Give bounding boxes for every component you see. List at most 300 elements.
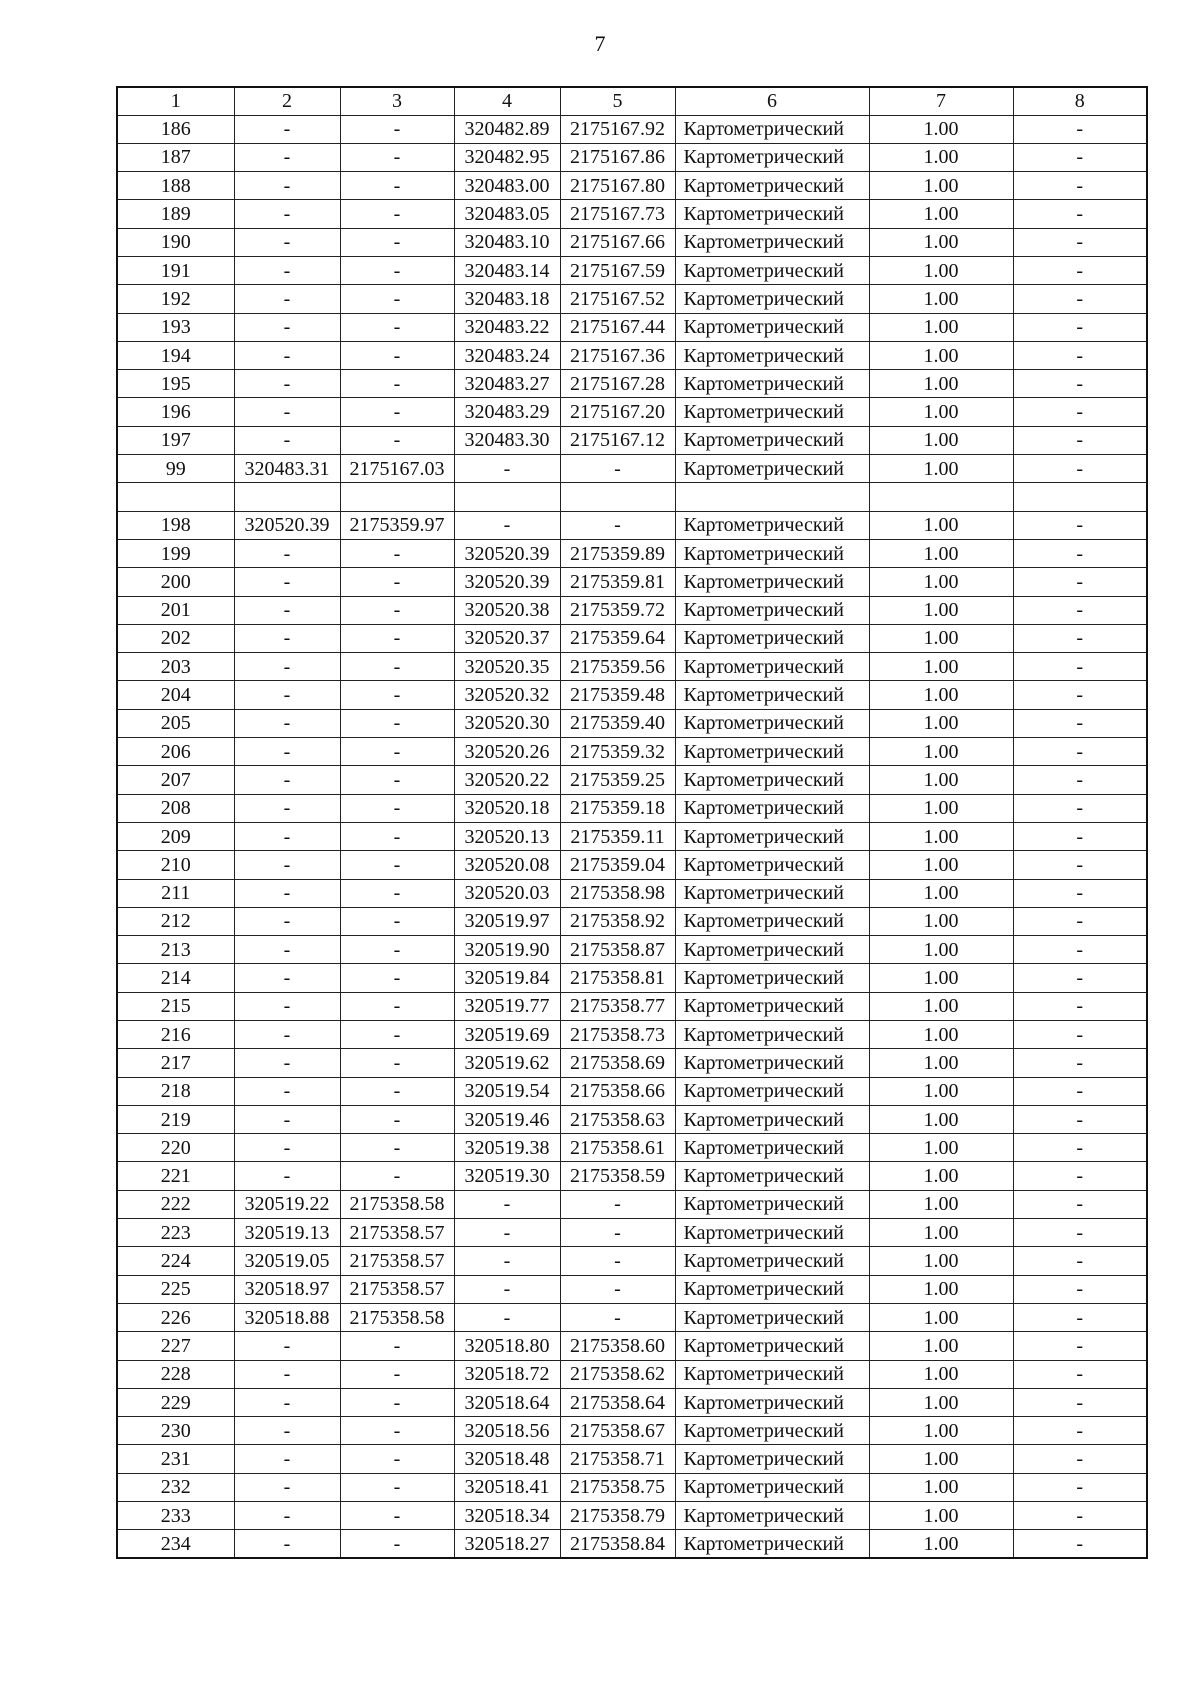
cell-new-y: 2175358.61	[560, 1134, 675, 1162]
cell-old-x	[234, 483, 340, 511]
cell-point-number: 206	[117, 738, 234, 766]
table-row	[117, 624, 1147, 652]
cell-new-x: 320519.30	[454, 1162, 560, 1190]
cell-new-y: -	[560, 1275, 675, 1303]
cell-old-x: -	[234, 200, 340, 228]
cell-point-number: 223	[117, 1219, 234, 1247]
cell-point-number: 218	[117, 1077, 234, 1105]
cell-old-x: -	[234, 653, 340, 681]
cell-point-number: 197	[117, 426, 234, 454]
cell-precision: 1.00	[869, 738, 1013, 766]
table-row	[117, 228, 1147, 256]
cell-precision: 1.00	[869, 285, 1013, 313]
cell-point-number: 211	[117, 879, 234, 907]
cell-new-x: 320519.54	[454, 1077, 560, 1105]
cell-point-number: 230	[117, 1417, 234, 1445]
cell-method: Картометрический	[675, 1502, 869, 1530]
cell-new-x: 320483.05	[454, 200, 560, 228]
cell-old-x: -	[234, 1502, 340, 1530]
cell-old-x: -	[234, 681, 340, 709]
cell-old-y: -	[340, 822, 454, 850]
cell-point-number: 204	[117, 681, 234, 709]
cell-method: Картометрический	[675, 1332, 869, 1360]
cell-new-x: 320518.56	[454, 1417, 560, 1445]
cell-old-y: 2175359.97	[340, 511, 454, 539]
cell-description: -	[1013, 285, 1147, 313]
cell-new-y: 2175358.71	[560, 1445, 675, 1473]
cell-method: Картометрический	[675, 341, 869, 369]
coordinates-table-container	[116, 86, 1146, 1559]
cell-method: Картометрический	[675, 200, 869, 228]
cell-precision: 1.00	[869, 228, 1013, 256]
cell-new-x: 320518.34	[454, 1502, 560, 1530]
cell-precision: 1.00	[869, 709, 1013, 737]
cell-old-x: -	[234, 1530, 340, 1558]
table-row	[117, 851, 1147, 879]
cell-old-y: -	[340, 568, 454, 596]
cell-new-y: 2175359.11	[560, 822, 675, 850]
cell-old-y: -	[340, 1388, 454, 1416]
cell-precision: 1.00	[869, 200, 1013, 228]
table-row	[117, 681, 1147, 709]
cell-old-x: -	[234, 624, 340, 652]
cell-method: Картометрический	[675, 596, 869, 624]
cell-description: -	[1013, 1417, 1147, 1445]
cell-precision: 1.00	[869, 1417, 1013, 1445]
cell-point-number: 224	[117, 1247, 234, 1275]
cell-old-x: -	[234, 115, 340, 143]
cell-description: -	[1013, 596, 1147, 624]
cell-new-x: 320519.90	[454, 936, 560, 964]
table-row	[117, 539, 1147, 567]
cell-new-y: 2175359.25	[560, 766, 675, 794]
table-row	[117, 1530, 1147, 1558]
cell-old-x: -	[234, 907, 340, 935]
cell-old-y: -	[340, 256, 454, 284]
cell-old-y: -	[340, 1162, 454, 1190]
column-header-8: 8	[1013, 87, 1147, 115]
cell-description: -	[1013, 822, 1147, 850]
cell-precision: 1.00	[869, 1275, 1013, 1303]
cell-method: Картометрический	[675, 964, 869, 992]
table-row	[117, 1417, 1147, 1445]
cell-point-number: 226	[117, 1303, 234, 1331]
cell-description: -	[1013, 455, 1147, 483]
cell-method: Картометрический	[675, 879, 869, 907]
cell-new-x: 320520.37	[454, 624, 560, 652]
table-row	[117, 511, 1147, 539]
cell-old-y: -	[340, 1332, 454, 1360]
table-row	[117, 1162, 1147, 1190]
cell-point-number: 210	[117, 851, 234, 879]
table-row	[117, 455, 1147, 483]
cell-point-number: 187	[117, 143, 234, 171]
cell-old-y: -	[340, 285, 454, 313]
cell-old-x: -	[234, 879, 340, 907]
table-row	[117, 313, 1147, 341]
cell-method: Картометрический	[675, 992, 869, 1020]
cell-method: Картометрический	[675, 370, 869, 398]
cell-description: -	[1013, 1105, 1147, 1133]
cell-point-number: 220	[117, 1134, 234, 1162]
cell-description: -	[1013, 794, 1147, 822]
cell-point-number: 99	[117, 455, 234, 483]
cell-old-x: 320483.31	[234, 455, 340, 483]
cell-old-y: -	[340, 370, 454, 398]
cell-point-number: 222	[117, 1190, 234, 1218]
cell-new-x: 320518.72	[454, 1360, 560, 1388]
cell-method: Картометрический	[675, 851, 869, 879]
table-row	[117, 1134, 1147, 1162]
cell-old-y: -	[340, 653, 454, 681]
cell-new-x: 320518.80	[454, 1332, 560, 1360]
table-row	[117, 1247, 1147, 1275]
cell-new-x: 320518.27	[454, 1530, 560, 1558]
cell-old-x: -	[234, 794, 340, 822]
cell-method: Картометрический	[675, 1219, 869, 1247]
cell-precision: 1.00	[869, 1332, 1013, 1360]
cell-point-number: 225	[117, 1275, 234, 1303]
cell-old-y: -	[340, 964, 454, 992]
cell-old-x: -	[234, 766, 340, 794]
cell-point-number: 227	[117, 1332, 234, 1360]
cell-old-x: -	[234, 1473, 340, 1501]
cell-old-x: -	[234, 964, 340, 992]
cell-new-y: 2175167.52	[560, 285, 675, 313]
cell-precision: 1.00	[869, 1445, 1013, 1473]
table-row	[117, 1049, 1147, 1077]
cell-method: Картометрический	[675, 624, 869, 652]
table-row	[117, 936, 1147, 964]
cell-method: Картометрический	[675, 511, 869, 539]
table-row	[117, 172, 1147, 200]
cell-new-y: -	[560, 511, 675, 539]
cell-method: Картометрический	[675, 1162, 869, 1190]
cell-method: Картометрический	[675, 1473, 869, 1501]
column-header-1: 1	[117, 87, 234, 115]
cell-method: Картометрический	[675, 766, 869, 794]
cell-precision: 1.00	[869, 1162, 1013, 1190]
cell-new-y: 2175358.87	[560, 936, 675, 964]
cell-point-number: 216	[117, 1021, 234, 1049]
cell-old-x: 320518.88	[234, 1303, 340, 1331]
cell-description: -	[1013, 1134, 1147, 1162]
cell-precision: 1.00	[869, 822, 1013, 850]
cell-old-x: -	[234, 228, 340, 256]
cell-old-x: -	[234, 285, 340, 313]
cell-new-y: 2175359.32	[560, 738, 675, 766]
cell-old-x: -	[234, 709, 340, 737]
cell-point-number: 196	[117, 398, 234, 426]
table-row	[117, 143, 1147, 171]
cell-method: Картометрический	[675, 1303, 869, 1331]
cell-new-y	[560, 483, 675, 511]
cell-old-y: -	[340, 341, 454, 369]
cell-new-y: 2175358.81	[560, 964, 675, 992]
cell-method: Картометрический	[675, 1247, 869, 1275]
cell-point-number: 213	[117, 936, 234, 964]
cell-method: Картометрический	[675, 1360, 869, 1388]
cell-new-x: 320519.84	[454, 964, 560, 992]
cell-description: -	[1013, 1049, 1147, 1077]
cell-old-y: -	[340, 766, 454, 794]
cell-old-x: 320519.22	[234, 1190, 340, 1218]
cell-old-y: -	[340, 1417, 454, 1445]
cell-new-x: 320482.95	[454, 143, 560, 171]
cell-precision: 1.00	[869, 851, 1013, 879]
cell-point-number: 199	[117, 539, 234, 567]
cell-method: Картометрический	[675, 1388, 869, 1416]
cell-old-y: -	[340, 794, 454, 822]
cell-method: Картометрический	[675, 709, 869, 737]
cell-new-x: -	[454, 1190, 560, 1218]
cell-description: -	[1013, 907, 1147, 935]
cell-point-number: 221	[117, 1162, 234, 1190]
cell-old-y: -	[340, 1473, 454, 1501]
cell-old-x: -	[234, 1021, 340, 1049]
table-row	[117, 341, 1147, 369]
cell-old-x: -	[234, 1049, 340, 1077]
cell-old-x: -	[234, 426, 340, 454]
cell-new-y: 2175359.64	[560, 624, 675, 652]
cell-new-x: -	[454, 1303, 560, 1331]
cell-old-x: -	[234, 256, 340, 284]
cell-new-x: 320520.26	[454, 738, 560, 766]
cell-old-x: 320519.13	[234, 1219, 340, 1247]
cell-description: -	[1013, 1219, 1147, 1247]
cell-point-number: 201	[117, 596, 234, 624]
table-row	[117, 1445, 1147, 1473]
table-row	[117, 1360, 1147, 1388]
cell-old-x: -	[234, 1077, 340, 1105]
cell-description: -	[1013, 653, 1147, 681]
cell-new-y: 2175358.63	[560, 1105, 675, 1133]
cell-precision	[869, 483, 1013, 511]
cell-new-y: -	[560, 1247, 675, 1275]
cell-description: -	[1013, 936, 1147, 964]
cell-description: -	[1013, 624, 1147, 652]
cell-point-number: 193	[117, 313, 234, 341]
cell-precision: 1.00	[869, 143, 1013, 171]
cell-method: Картометрический	[675, 681, 869, 709]
cell-description: -	[1013, 200, 1147, 228]
cell-point-number: 232	[117, 1473, 234, 1501]
cell-old-y: -	[340, 228, 454, 256]
cell-new-x: -	[454, 455, 560, 483]
cell-new-y: 2175167.59	[560, 256, 675, 284]
cell-old-y: -	[340, 172, 454, 200]
cell-description: -	[1013, 115, 1147, 143]
cell-new-x: -	[454, 511, 560, 539]
cell-new-x: 320520.38	[454, 596, 560, 624]
cell-point-number: 214	[117, 964, 234, 992]
cell-new-y: 2175359.81	[560, 568, 675, 596]
cell-new-x: 320483.29	[454, 398, 560, 426]
table-row	[117, 1303, 1147, 1331]
cell-old-x: -	[234, 398, 340, 426]
cell-method: Картометрический	[675, 1275, 869, 1303]
cell-point-number: 207	[117, 766, 234, 794]
cell-new-y: 2175167.66	[560, 228, 675, 256]
cell-old-x: -	[234, 172, 340, 200]
cell-description: -	[1013, 709, 1147, 737]
cell-point-number: 208	[117, 794, 234, 822]
cell-description: -	[1013, 851, 1147, 879]
cell-new-x: 320519.69	[454, 1021, 560, 1049]
cell-method: Картометрический	[675, 115, 869, 143]
table-row	[117, 200, 1147, 228]
cell-new-x: 320520.03	[454, 879, 560, 907]
cell-point-number: 200	[117, 568, 234, 596]
cell-new-y: 2175167.73	[560, 200, 675, 228]
cell-new-x: 320519.77	[454, 992, 560, 1020]
cell-old-y: -	[340, 681, 454, 709]
cell-method: Картометрический	[675, 738, 869, 766]
cell-method: Картометрический	[675, 1530, 869, 1558]
cell-new-y: 2175358.98	[560, 879, 675, 907]
cell-new-y: 2175358.59	[560, 1162, 675, 1190]
cell-new-x	[454, 483, 560, 511]
cell-method: Картометрический	[675, 455, 869, 483]
cell-precision: 1.00	[869, 455, 1013, 483]
cell-point-number: 231	[117, 1445, 234, 1473]
cell-description: -	[1013, 766, 1147, 794]
cell-description: -	[1013, 1077, 1147, 1105]
cell-precision: 1.00	[869, 964, 1013, 992]
cell-point-number: 217	[117, 1049, 234, 1077]
cell-description: -	[1013, 426, 1147, 454]
table-row	[117, 1105, 1147, 1133]
cell-old-x: 320519.05	[234, 1247, 340, 1275]
cell-description: -	[1013, 568, 1147, 596]
cell-old-x: -	[234, 370, 340, 398]
cell-precision: 1.00	[869, 1021, 1013, 1049]
cell-description: -	[1013, 1530, 1147, 1558]
cell-description: -	[1013, 1275, 1147, 1303]
cell-method: Картометрический	[675, 1077, 869, 1105]
cell-description: -	[1013, 879, 1147, 907]
cell-old-x: -	[234, 822, 340, 850]
cell-new-x: 320483.00	[454, 172, 560, 200]
cell-old-y: -	[340, 115, 454, 143]
cell-point-number: 186	[117, 115, 234, 143]
cell-old-y: -	[340, 200, 454, 228]
cell-precision: 1.00	[869, 256, 1013, 284]
cell-new-x: 320520.18	[454, 794, 560, 822]
cell-new-y: 2175167.12	[560, 426, 675, 454]
cell-old-x: -	[234, 738, 340, 766]
cell-old-y: -	[340, 738, 454, 766]
cell-point-number: 194	[117, 341, 234, 369]
table-row	[117, 1388, 1147, 1416]
cell-method: Картометрический	[675, 143, 869, 171]
cell-old-x: -	[234, 1445, 340, 1473]
cell-method: Картометрический	[675, 653, 869, 681]
cell-old-x: -	[234, 596, 340, 624]
cell-method: Картометрический	[675, 1021, 869, 1049]
cell-precision: 1.00	[869, 370, 1013, 398]
cell-precision: 1.00	[869, 766, 1013, 794]
cell-precision: 1.00	[869, 1219, 1013, 1247]
page-number: 7	[594, 31, 606, 56]
cell-new-y: 2175358.92	[560, 907, 675, 935]
cell-description: -	[1013, 738, 1147, 766]
cell-method: Картометрический	[675, 172, 869, 200]
table-row	[117, 766, 1147, 794]
cell-precision: 1.00	[869, 653, 1013, 681]
cell-method: Картометрический	[675, 1105, 869, 1133]
cell-old-x: -	[234, 851, 340, 879]
table-row	[117, 653, 1147, 681]
cell-new-y: 2175358.62	[560, 1360, 675, 1388]
cell-point-number: 203	[117, 653, 234, 681]
cell-old-x: -	[234, 1332, 340, 1360]
cell-precision: 1.00	[869, 1105, 1013, 1133]
table-row	[117, 370, 1147, 398]
cell-method: Картометрический	[675, 1049, 869, 1077]
cell-description: -	[1013, 341, 1147, 369]
cell-precision: 1.00	[869, 398, 1013, 426]
cell-point-number: 202	[117, 624, 234, 652]
table-row	[117, 964, 1147, 992]
cell-point-number: 190	[117, 228, 234, 256]
cell-new-y: -	[560, 1219, 675, 1247]
cell-precision: 1.00	[869, 794, 1013, 822]
cell-description: -	[1013, 511, 1147, 539]
table-row	[117, 1077, 1147, 1105]
cell-new-x: 320483.27	[454, 370, 560, 398]
cell-description: -	[1013, 1388, 1147, 1416]
cell-old-y: -	[340, 398, 454, 426]
cell-method: Картометрический	[675, 1134, 869, 1162]
cell-old-x: -	[234, 1388, 340, 1416]
cell-new-x: -	[454, 1275, 560, 1303]
coordinates-table	[116, 86, 1148, 1559]
cell-new-y: 2175359.72	[560, 596, 675, 624]
cell-old-y: -	[340, 1360, 454, 1388]
cell-old-y: -	[340, 143, 454, 171]
cell-old-x: -	[234, 936, 340, 964]
cell-old-y: 2175358.58	[340, 1303, 454, 1331]
cell-old-x: -	[234, 313, 340, 341]
cell-method: Картометрический	[675, 568, 869, 596]
cell-old-y: 2175358.57	[340, 1275, 454, 1303]
column-header-2: 2	[234, 87, 340, 115]
cell-old-y: -	[340, 992, 454, 1020]
table-header-row	[117, 87, 1147, 115]
cell-description: -	[1013, 1473, 1147, 1501]
cell-new-y: 2175359.18	[560, 794, 675, 822]
cell-description: -	[1013, 1502, 1147, 1530]
cell-new-x: 320520.39	[454, 539, 560, 567]
cell-old-y: -	[340, 1445, 454, 1473]
cell-old-y: -	[340, 907, 454, 935]
cell-description: -	[1013, 228, 1147, 256]
cell-point-number: 205	[117, 709, 234, 737]
cell-method: Картометрический	[675, 1417, 869, 1445]
table-row	[117, 1502, 1147, 1530]
cell-old-x: -	[234, 1162, 340, 1190]
cell-precision: 1.00	[869, 681, 1013, 709]
cell-old-y: -	[340, 1049, 454, 1077]
cell-precision: 1.00	[869, 596, 1013, 624]
cell-precision: 1.00	[869, 1360, 1013, 1388]
cell-point-number: 215	[117, 992, 234, 1020]
cell-precision: 1.00	[869, 879, 1013, 907]
cell-description: -	[1013, 1332, 1147, 1360]
table-row	[117, 1190, 1147, 1218]
cell-old-y: -	[340, 1530, 454, 1558]
